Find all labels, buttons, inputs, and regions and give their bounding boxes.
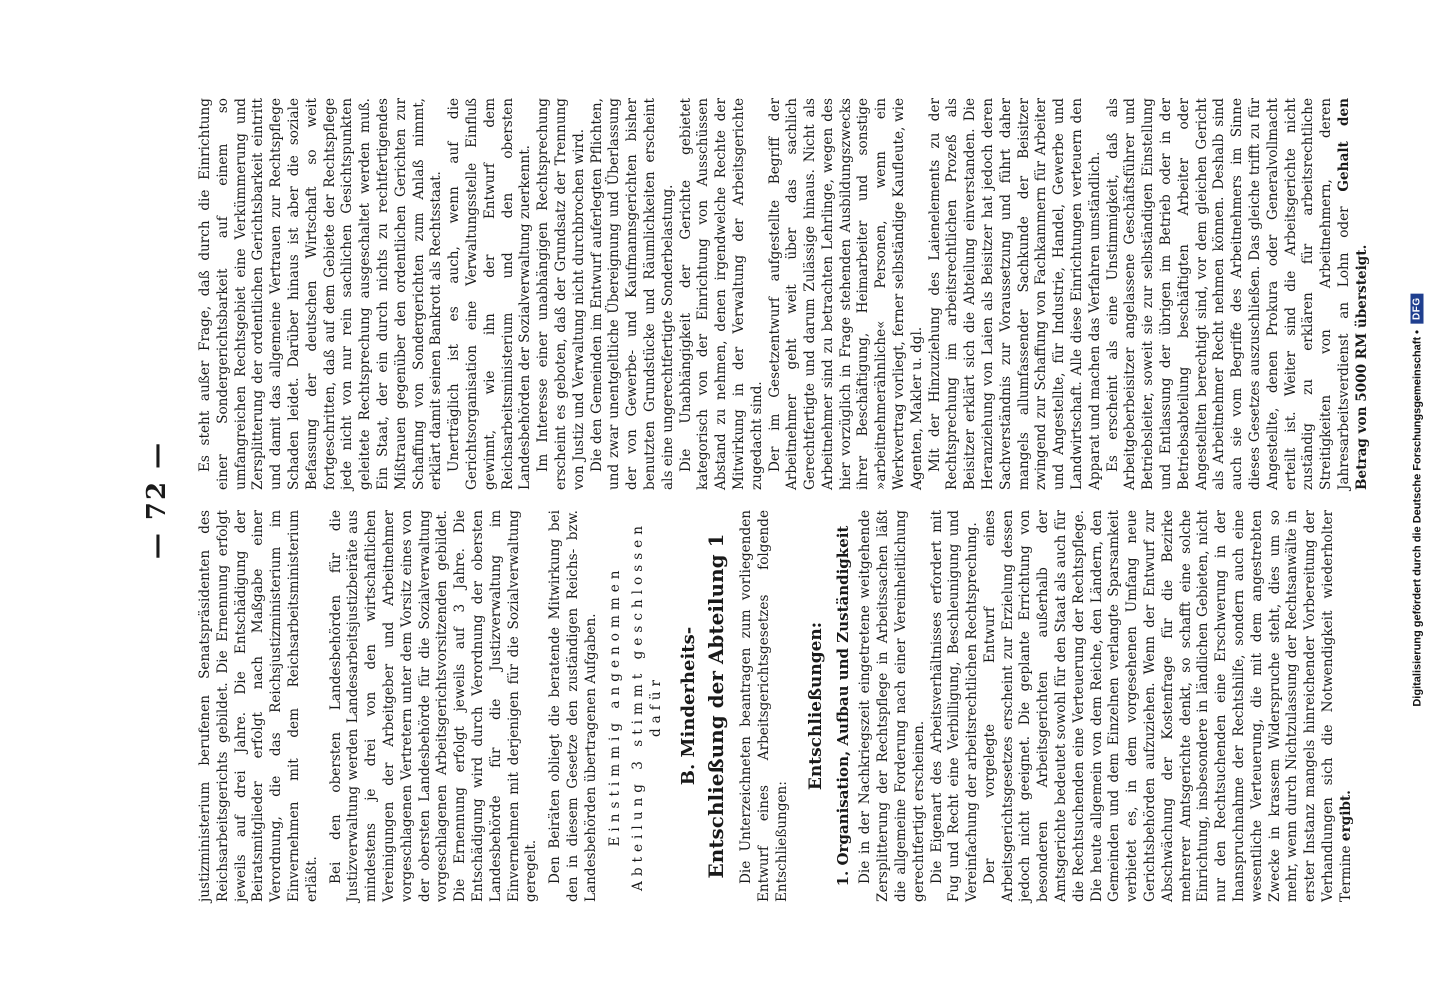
- paragraph: Im Interesse einer unabhängigen Rechtsprechung erscheint es geboten, daß der Grundsatz der Trennung von Justiz und Verwaltung nicht durchbrochen wird.: [535, 98, 587, 490]
- paragraph: [982, 510, 1356, 902]
- paragraph: Unerträglich ist es auch, wenn auf die Gerichtsorganisation eine Verwaltungsstelle Einfluß gewinnt, wie ihn der Entwurf dem Reichsarbeitsministerium und den obersten Landesbehörden der Sozialverwaltung zuerkennt.: [446, 98, 534, 490]
- left-column: [197, 510, 1356, 902]
- paragraph-text: Der vorgelegte Entwurf eines Arbeitsgerichtsgesetzes erscheint zur Erzielung dessen jedoch nicht geeignet. Die geplante Errichtung von besonderen Arbeitsgerichten außerhalb der Amtsgerichte bedeutet sowohl für den Staat als auch für die Rechtsuchenden eine Verteuerung der Rechtspflege. Die heute allgemein von dem Reiche, den Ländern, den Gemeinden und dem Einzelnen verlangte Sparsamkeit verbietet es, in dem vorgesehenen Umfang neue Gerichtsbehörden aufzuziehen. Wenn der Entwurf zur Abschwächung der Kostenfrage für die Bezirke mehrerer Amtsgerichte denkt, so schafft eine solche Einrichtung, insbesondere in ländlichen Gebieten, nicht nur den Rechtsuchenden eine Erschwerung in der Inanspruchnahme der Rechtshilfe, sondern auch eine wesentliche Verteuerung, die mit dem angestrebten Zwecke in krassem Widerspruche steht, dies um so mehr, wenn durch Nichtzulassung der Rechtsanwälte in erster Instanz mangels hinreichender Vorbereitung der Verhandlungen sich die Notwendigkeit wiederholter Termine: [981, 510, 1354, 902]
- paragraph: Der im Gesetzentwurf aufgestellte Begriff der Arbeitnehmer geht weit über das sachlich Gerechtfertigte und darum Zulässige hinaus. Nicht als Arbeitnehmer sind zu betrachten Lehrlinge, wegen des hier vorzüglich in Frage stehenden Ausbildungszwecks ihrer Beschäftigung, Heimarbeiter und sonstige »arbeitnehmerähnliche« Personen, wenn ein Werkvertrag vorliegt, ferner selbständige Kaufleute, wie Agenten, Makler u. dgl.: [766, 98, 925, 490]
- paragraph: Bei den obersten Landesbehörden für die Justizverwaltung werden Landesarbeitsjustizbeiräte aus mindestens je drei von den wirtschaftlichen Vereinigungen der Arbeitgeber und Arbeitnehmer vorgeschlagenen Vertretern unter dem Vorsitz eines von der obersten Landesbehörde für die Sozialverwaltung vorgeschlagenen Arbeitsgerichtsvorsitzenden gebildet. Die Ernennung erfolgt jeweils auf 3 Jahre. Die Entschädigung wird durch Verordnung der obersten Landesbehörde für die Justizverwaltung im Einvernehmen mit derjenigen für die Sozialverwaltung geregelt.: [327, 510, 540, 902]
- paragraph-ending: Gehalt den Betrag von 5000 RM übersteigt.: [1336, 98, 1370, 490]
- paragraph: [1105, 98, 1372, 490]
- paragraph: Es steht außer Frage, daß durch die Einrichtung einer Sondergerichtsbarkeit auf einem so umfangreichen Rechtsgebiet eine Verkümmerung und Zersplitterung der ordentlichen Gerichtsbarkeit eintritt und damit das allgemeine Vertrauen zur Rechtspflege Schaden leidet. Darüber hinaus ist aber die soziale Befassung der deutschen Wirtschaft so weit fortgeschritten, daß auf dem Gebiete der Rechtspflege jede nicht von nur rein sachlichen Gesichtspunkten geleitete Rechtsprechung ausgeschaltet werden muß. Ein Staat, der ein durch nichts zu rechtfertigendes Mißtrauen gegenüber den ordentlichen Gerichten zur Schaffung von Sondergerichten zum Anlaß nimmt, erklärt damit seinen Bankrott als Rechtsstaat.: [197, 98, 445, 490]
- paragraph: Die Unabhängigkeit der Gerichte gebietet kategorisch von der Einrichtung von Ausschüssen Abstand zu nehmen, denen irgendwelche Rechte der Mitwirkung in der Verwaltung der Arbeitsgerichte zugedacht sind.: [677, 98, 765, 490]
- paragraph-text: Es erscheint als eine Unstimmigkeit, daß als Arbeitgeberbeisitzer angelassene Geschäftsführer und Betriebsleiter, soweit sie zur selbständigen Einstellung und Entlassung der übrigen im Betrieb oder in der Betriebsabteilung beschäftigten Arbeiter oder Angestellten berechtigt sind, vor dem gleichen Gericht als Arbeitnehmer Recht nehmen können. Deshalb sind auch sie vom Begriffe des Arbeitnehmers im Sinne dieses Gesetzes auszuschließen. Das gleiche trifft zu für Angestellte, denen Prokura oder Generalvollmacht erteilt ist. Weiter sind die Arbeitsgerichte nicht zuständig zu erklären für arbeitsrechtliche Streitigkeiten von Arbeitnehmern, deren Jahresarbeitsverdienst an Lohn oder: [1104, 98, 1352, 490]
- paragraph: Die Eigenart des Arbeitsverhältnisses erfordert mit Fug und Recht eine Verbilligung, Beschleunigung und Vereinfachung der arbeitsrechtlichen Rechtsprechung.: [928, 510, 981, 902]
- section-heading: B. Minderheits-: [677, 626, 699, 786]
- right-column: [197, 98, 1372, 490]
- paragraph-ending: ergibt.: [1337, 790, 1354, 842]
- paragraph: Mit der Hinzuziehung des Laienelements zu der Rechtsprechung im arbeitsrechtlichen Prozeß als Beisitzer erklärt sich die Abteilung einverstanden. Die Heranziehung von Laien als Beisitzer hat jedoch deren Sachverständnis zur Voraussetzung und führt daher mangels allumfassender Sachkunde der Beisitzer zwingend zur Schaffung von Fachkammern für Arbeiter und Angestellte, für Industrie, Handel, Gewerbe und Landwirtschaft. Alle diese Einrichtungen verteuern den Apparat und machen das Verfahren umständlich.: [926, 98, 1103, 490]
- document-page: [102, 80, 1370, 920]
- paragraph: Die den Gemeinden im Entwurf auferlegten Pflichten, und zwar unentgeltliche Übereignung und Überlassung der von Gewerbe- und Kaufmannsgerichten bisher benutzten Grundstücke und Räumlichkeiten erscheint als eine ungerechtfertigte Sonderbelastung.: [588, 98, 676, 490]
- digitization-credit: [1406, 8, 1428, 992]
- page-number: — 72 —: [142, 440, 172, 560]
- vote-result: Abteilung 3 stimmt geschlossen dafür: [630, 521, 665, 891]
- subheading: Entschließungen:: [806, 621, 827, 791]
- subsection-heading: 1. Organisation, Aufbau und Zuständigkeit: [834, 525, 853, 887]
- section-title: Entschließung der Abteilung 1: [703, 533, 728, 879]
- paragraph: Die Unterzeichneten beantragen zum vorliegenden Entwurf eines Arbeitsgerichtsgesetzes folgende Entschließungen:: [737, 510, 790, 902]
- vote-result: Einstimmig angenommen: [606, 565, 623, 847]
- dfg-logo: DFG: [1411, 293, 1424, 324]
- credit-text: Digitalisierung gefördert durch die Deutsche Forschungsgemeinschaft •: [1411, 329, 1423, 707]
- paragraph: Den Beiräten obliegt die beratende Mitwirkung bei den in diesem Gesetze den zuständigen Reichs- bzw. Landesbehörden übertragenen Aufgaben.: [547, 510, 599, 902]
- paragraph: justizministerium berufenen Senatspräsidenten des Reichsarbeitsgerichts gebildet. Die Ernennung erfolgt jeweils auf drei Jahre. Die Entschädigung der Beiratsmitglieder erfolgt nach Maßgabe einer Verordnung, die das Reichsjustizministerium im Einvernehmen mit dem Reichsarbeitsministerium erläßt.: [197, 510, 320, 902]
- paragraph: Die in der Nachkriegszeit eingetretene weitgehende Zersplitterung der Rechtspflege in Arbeitssachen läßt die allgemeine Forderung nach einer Vereinheitlichung gerechtfertigt erscheinen.: [857, 510, 927, 902]
